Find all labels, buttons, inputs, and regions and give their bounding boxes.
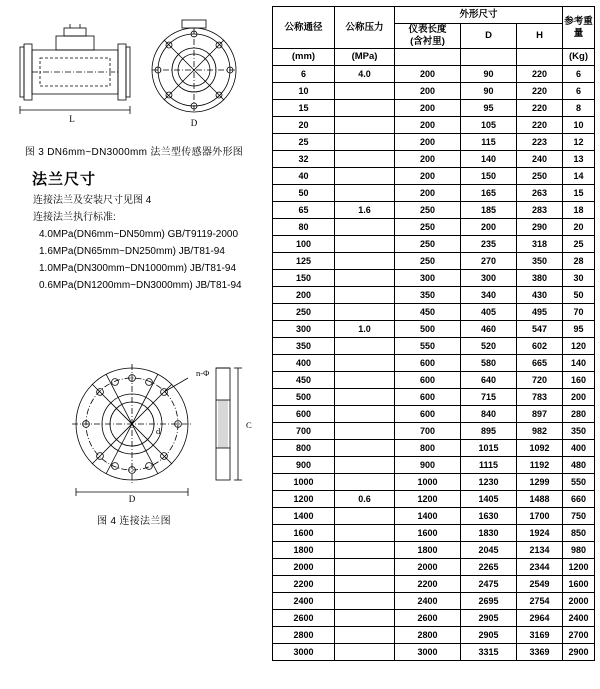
cell-nominal-pressure	[335, 542, 395, 559]
cell-length: 600	[395, 406, 461, 423]
cell-length: 200	[395, 100, 461, 117]
spec-table-container	[272, 6, 594, 661]
th-nominal-diameter-unit: (mm)	[273, 49, 335, 66]
th-spacer-d	[461, 49, 517, 66]
cell-length: 1600	[395, 525, 461, 542]
cell-h: 2754	[517, 593, 563, 610]
table-row	[273, 202, 595, 219]
table-row	[273, 627, 595, 644]
cell-nominal-pressure	[335, 559, 395, 576]
cell-nominal-diameter: 2400	[273, 593, 335, 610]
cell-h: 720	[517, 372, 563, 389]
table-row	[273, 440, 595, 457]
cell-nominal-pressure	[335, 151, 395, 168]
cell-nominal-pressure	[335, 406, 395, 423]
cell-nominal-pressure	[335, 338, 395, 355]
cell-d: 405	[461, 304, 517, 321]
cell-weight: 980	[563, 542, 595, 559]
cell-nominal-pressure	[335, 100, 395, 117]
cell-d: 520	[461, 338, 517, 355]
cell-h: 1192	[517, 457, 563, 474]
table-row	[273, 525, 595, 542]
section-line-3: 1.6MPa(DN65mm~DN250mm) JB/T81-94	[39, 246, 225, 257]
cell-weight: 480	[563, 457, 595, 474]
th-nominal-pressure-unit: (MPa)	[335, 49, 395, 66]
cell-d: 185	[461, 202, 517, 219]
flange-sensor-svg	[8, 18, 260, 136]
cell-h: 220	[517, 117, 563, 134]
cell-nominal-pressure	[335, 440, 395, 457]
cell-h: 250	[517, 168, 563, 185]
cell-nominal-diameter: 65	[273, 202, 335, 219]
table-row	[273, 83, 595, 100]
cell-weight: 550	[563, 474, 595, 491]
cell-nominal-diameter: 300	[273, 321, 335, 338]
cell-d: 105	[461, 117, 517, 134]
th-weight-label: 参考重量	[564, 15, 593, 39]
section-line-1: 连接法兰执行标准:	[33, 212, 116, 223]
cell-nominal-diameter: 200	[273, 287, 335, 304]
cell-weight: 140	[563, 355, 595, 372]
th-d: D	[461, 24, 517, 49]
cell-nominal-pressure	[335, 508, 395, 525]
cell-nominal-diameter: 100	[273, 236, 335, 253]
cell-nominal-diameter: 20	[273, 117, 335, 134]
cell-weight: 200	[563, 389, 595, 406]
cell-length: 250	[395, 219, 461, 236]
cell-d: 115	[461, 134, 517, 151]
cell-length: 200	[395, 66, 461, 83]
table-row	[273, 66, 595, 83]
cell-nominal-pressure	[335, 627, 395, 644]
cell-h: 2344	[517, 559, 563, 576]
cell-nominal-pressure	[335, 117, 395, 134]
th-h: H	[517, 24, 563, 49]
cell-weight: 12	[563, 134, 595, 151]
cell-d: 1830	[461, 525, 517, 542]
cell-length: 800	[395, 440, 461, 457]
cell-d: 140	[461, 151, 517, 168]
cell-weight: 13	[563, 151, 595, 168]
cell-nominal-diameter: 1400	[273, 508, 335, 525]
cell-h: 220	[517, 66, 563, 83]
cell-d: 90	[461, 83, 517, 100]
th-nominal-pressure-label: 公称压力	[345, 21, 384, 33]
cell-nominal-diameter: 500	[273, 389, 335, 406]
cell-length: 1400	[395, 508, 461, 525]
cell-h: 263	[517, 185, 563, 202]
th-nominal-pressure	[335, 7, 395, 49]
cell-nominal-pressure	[335, 185, 395, 202]
cell-nominal-pressure: 1.0	[335, 321, 395, 338]
cell-nominal-diameter: 1000	[273, 474, 335, 491]
cell-h: 1092	[517, 440, 563, 457]
table-row	[273, 593, 595, 610]
cell-length: 200	[395, 134, 461, 151]
cell-nominal-diameter: 80	[273, 219, 335, 236]
cell-nominal-pressure	[335, 372, 395, 389]
cell-h: 220	[517, 83, 563, 100]
cell-nominal-pressure	[335, 219, 395, 236]
cell-length: 2200	[395, 576, 461, 593]
table-row	[273, 389, 595, 406]
cell-h: 1924	[517, 525, 563, 542]
cell-length: 250	[395, 253, 461, 270]
cell-length: 200	[395, 151, 461, 168]
label-n-phi: n-Φ	[196, 368, 210, 378]
cell-weight: 2000	[563, 593, 595, 610]
cell-nominal-diameter: 2600	[273, 610, 335, 627]
cell-nominal-pressure	[335, 304, 395, 321]
cell-nominal-pressure	[335, 253, 395, 270]
cell-weight: 2900	[563, 644, 595, 661]
cell-weight: 2700	[563, 627, 595, 644]
table-row	[273, 253, 595, 270]
cell-weight: 6	[563, 83, 595, 100]
cell-d: 95	[461, 100, 517, 117]
cell-nominal-pressure	[335, 423, 395, 440]
cell-nominal-diameter: 700	[273, 423, 335, 440]
cell-h: 2134	[517, 542, 563, 559]
table-row	[273, 423, 595, 440]
th-weight-unit: (Kg)	[563, 49, 595, 66]
cell-weight: 280	[563, 406, 595, 423]
cell-length: 600	[395, 389, 461, 406]
cell-nominal-diameter: 150	[273, 270, 335, 287]
cell-d: 270	[461, 253, 517, 270]
cell-nominal-pressure	[335, 134, 395, 151]
cell-d: 715	[461, 389, 517, 406]
cell-nominal-diameter: 125	[273, 253, 335, 270]
figure-3-caption: 图 3 DN6mm~DN3000mm 法兰型传感器外形图	[24, 147, 244, 158]
cell-nominal-diameter: 2800	[273, 627, 335, 644]
figure-3-drawing	[8, 18, 260, 136]
cell-weight: 70	[563, 304, 595, 321]
cell-length: 200	[395, 185, 461, 202]
cell-weight: 660	[563, 491, 595, 508]
th-nominal-diameter-label: 公称通径	[284, 21, 323, 33]
table-row	[273, 185, 595, 202]
cell-weight: 20	[563, 219, 595, 236]
cell-d: 460	[461, 321, 517, 338]
spec-table	[272, 6, 595, 661]
table-row	[273, 287, 595, 304]
dimension-label-l: L	[69, 114, 75, 124]
th-length	[395, 24, 461, 49]
table-row	[273, 576, 595, 593]
section-line-5: 0.6MPa(DN1200mm~DN3000mm) JB/T81-94	[39, 280, 242, 291]
th-outline-group: 外形尺寸	[395, 7, 563, 24]
cell-length: 300	[395, 270, 461, 287]
table-header-row-3	[273, 49, 595, 66]
cell-nominal-pressure	[335, 593, 395, 610]
cell-h: 665	[517, 355, 563, 372]
table-row	[273, 338, 595, 355]
cell-nominal-diameter: 2200	[273, 576, 335, 593]
figure-4-drawing	[60, 360, 255, 510]
cell-nominal-diameter: 1800	[273, 542, 335, 559]
cell-d: 895	[461, 423, 517, 440]
dimension-label-d: D	[190, 118, 198, 128]
table-row	[273, 168, 595, 185]
cell-weight: 2400	[563, 610, 595, 627]
cell-length: 2800	[395, 627, 461, 644]
table-body	[273, 66, 595, 661]
cell-d: 2045	[461, 542, 517, 559]
cell-d: 580	[461, 355, 517, 372]
cell-h: 1488	[517, 491, 563, 508]
cell-length: 600	[395, 355, 461, 372]
cell-h: 2964	[517, 610, 563, 627]
cell-d: 150	[461, 168, 517, 185]
cell-nominal-diameter: 600	[273, 406, 335, 423]
cell-h: 220	[517, 100, 563, 117]
cell-length: 500	[395, 321, 461, 338]
cell-nominal-pressure	[335, 389, 395, 406]
cell-nominal-pressure	[335, 525, 395, 542]
connecting-flange-svg	[60, 360, 255, 510]
cell-weight: 30	[563, 270, 595, 287]
cell-d: 640	[461, 372, 517, 389]
cell-weight: 1600	[563, 576, 595, 593]
table-row	[273, 508, 595, 525]
cell-nominal-diameter: 400	[273, 355, 335, 372]
table-row	[273, 219, 595, 236]
cell-nominal-diameter: 1600	[273, 525, 335, 542]
cell-weight: 14	[563, 168, 595, 185]
cell-h: 982	[517, 423, 563, 440]
cell-nominal-diameter: 40	[273, 168, 335, 185]
section-line-2: 4.0MPa(DN6mm~DN50mm) GB/T9119-2000	[39, 229, 239, 240]
cell-h: 380	[517, 270, 563, 287]
figure-4-caption: 图 4 连接法兰图	[97, 516, 171, 527]
th-nominal-diameter	[273, 7, 335, 49]
cell-nominal-pressure: 1.6	[335, 202, 395, 219]
cell-nominal-diameter: 900	[273, 457, 335, 474]
cell-nominal-pressure	[335, 236, 395, 253]
cell-weight: 10	[563, 117, 595, 134]
table-row	[273, 491, 595, 508]
cell-d: 840	[461, 406, 517, 423]
cell-h: 897	[517, 406, 563, 423]
cell-length: 350	[395, 287, 461, 304]
left-column	[0, 0, 268, 689]
cell-weight: 18	[563, 202, 595, 219]
cell-nominal-pressure	[335, 287, 395, 304]
cell-nominal-diameter: 800	[273, 440, 335, 457]
table-row	[273, 542, 595, 559]
cell-length: 250	[395, 236, 461, 253]
cell-length: 700	[395, 423, 461, 440]
cell-d: 1405	[461, 491, 517, 508]
cell-weight: 850	[563, 525, 595, 542]
cell-nominal-diameter: 1200	[273, 491, 335, 508]
section-body	[33, 192, 263, 294]
cell-length: 200	[395, 83, 461, 100]
cell-h: 2549	[517, 576, 563, 593]
cell-nominal-pressure: 0.6	[335, 491, 395, 508]
cell-nominal-diameter: 50	[273, 185, 335, 202]
cell-length: 2000	[395, 559, 461, 576]
th-length-label: 仪表长度	[408, 24, 447, 35]
cell-weight: 6	[563, 66, 595, 83]
cell-nominal-diameter: 32	[273, 151, 335, 168]
cell-weight: 15	[563, 185, 595, 202]
cell-h: 3369	[517, 644, 563, 661]
th-spacer-h	[517, 49, 563, 66]
cell-nominal-pressure	[335, 457, 395, 474]
cell-weight: 95	[563, 321, 595, 338]
cell-length: 600	[395, 372, 461, 389]
th-weight	[563, 7, 595, 49]
table-row	[273, 372, 595, 389]
cell-h: 602	[517, 338, 563, 355]
cell-h: 3169	[517, 627, 563, 644]
cell-d: 2695	[461, 593, 517, 610]
cell-length: 1200	[395, 491, 461, 508]
cell-nominal-diameter: 6	[273, 66, 335, 83]
table-row	[273, 100, 595, 117]
cell-h: 240	[517, 151, 563, 168]
cell-nominal-diameter: 250	[273, 304, 335, 321]
cell-nominal-pressure	[335, 83, 395, 100]
table-row	[273, 117, 595, 134]
cell-length: 1000	[395, 474, 461, 491]
cell-h: 1700	[517, 508, 563, 525]
table-row	[273, 134, 595, 151]
cell-weight: 160	[563, 372, 595, 389]
cell-h: 283	[517, 202, 563, 219]
cell-h: 318	[517, 236, 563, 253]
cell-h: 350	[517, 253, 563, 270]
table-row	[273, 559, 595, 576]
cell-d: 3315	[461, 644, 517, 661]
table-row	[273, 355, 595, 372]
cell-nominal-pressure	[335, 610, 395, 627]
th-spacer-length	[395, 49, 461, 66]
cell-nominal-diameter: 10	[273, 83, 335, 100]
cell-nominal-pressure	[335, 576, 395, 593]
table-header-row-1	[273, 7, 595, 24]
cell-d: 235	[461, 236, 517, 253]
cell-weight: 8	[563, 100, 595, 117]
cell-d: 1015	[461, 440, 517, 457]
cell-d: 2475	[461, 576, 517, 593]
cell-length: 1800	[395, 542, 461, 559]
table-row	[273, 457, 595, 474]
section-line-0: 连接法兰及安装尺寸见图 4	[33, 195, 152, 206]
cell-h: 223	[517, 134, 563, 151]
cell-h: 1299	[517, 474, 563, 491]
cell-nominal-diameter: 2000	[273, 559, 335, 576]
cell-h: 290	[517, 219, 563, 236]
cell-nominal-diameter: 15	[273, 100, 335, 117]
cell-length: 250	[395, 202, 461, 219]
table-row	[273, 321, 595, 338]
table-row	[273, 304, 595, 321]
cell-d: 340	[461, 287, 517, 304]
cell-length: 2400	[395, 593, 461, 610]
cell-d: 1115	[461, 457, 517, 474]
cell-nominal-pressure: 4.0	[335, 66, 395, 83]
cell-nominal-pressure	[335, 644, 395, 661]
cell-length: 3000	[395, 644, 461, 661]
cell-weight: 1200	[563, 559, 595, 576]
cell-length: 550	[395, 338, 461, 355]
table-row	[273, 270, 595, 287]
cell-d: 2905	[461, 627, 517, 644]
cell-weight: 25	[563, 236, 595, 253]
cell-nominal-diameter: 3000	[273, 644, 335, 661]
cell-h: 430	[517, 287, 563, 304]
table-row	[273, 151, 595, 168]
cell-length: 900	[395, 457, 461, 474]
cell-nominal-pressure	[335, 168, 395, 185]
cell-d: 2905	[461, 610, 517, 627]
th-length-sublabel: (含衬里)	[410, 36, 445, 47]
cell-d: 1230	[461, 474, 517, 491]
table-row	[273, 474, 595, 491]
table-head	[273, 7, 595, 66]
label-flange-d: D	[128, 494, 136, 504]
cell-d: 2265	[461, 559, 517, 576]
table-row	[273, 406, 595, 423]
cell-weight: 28	[563, 253, 595, 270]
cell-d: 300	[461, 270, 517, 287]
cell-nominal-diameter: 450	[273, 372, 335, 389]
cell-d: 165	[461, 185, 517, 202]
table-row	[273, 644, 595, 661]
cell-h: 547	[517, 321, 563, 338]
cell-weight: 400	[563, 440, 595, 457]
section-title: 法兰尺寸	[32, 171, 97, 188]
cell-weight: 350	[563, 423, 595, 440]
label-flange-c: C	[246, 420, 252, 430]
cell-h: 783	[517, 389, 563, 406]
cell-nominal-diameter: 350	[273, 338, 335, 355]
cell-nominal-pressure	[335, 270, 395, 287]
cell-nominal-pressure	[335, 474, 395, 491]
cell-length: 2600	[395, 610, 461, 627]
cell-nominal-pressure	[335, 355, 395, 372]
cell-d: 90	[461, 66, 517, 83]
label-flange-d-inner: d	[156, 426, 161, 436]
cell-length: 200	[395, 117, 461, 134]
cell-nominal-diameter: 25	[273, 134, 335, 151]
cell-weight: 50	[563, 287, 595, 304]
section-line-4: 1.0MPa(DN300mm~DN1000mm) JB/T81-94	[39, 263, 237, 274]
cell-weight: 120	[563, 338, 595, 355]
cell-d: 200	[461, 219, 517, 236]
cell-length: 450	[395, 304, 461, 321]
cell-h: 495	[517, 304, 563, 321]
table-row	[273, 236, 595, 253]
cell-weight: 750	[563, 508, 595, 525]
cell-length: 200	[395, 168, 461, 185]
table-row	[273, 610, 595, 627]
cell-d: 1630	[461, 508, 517, 525]
